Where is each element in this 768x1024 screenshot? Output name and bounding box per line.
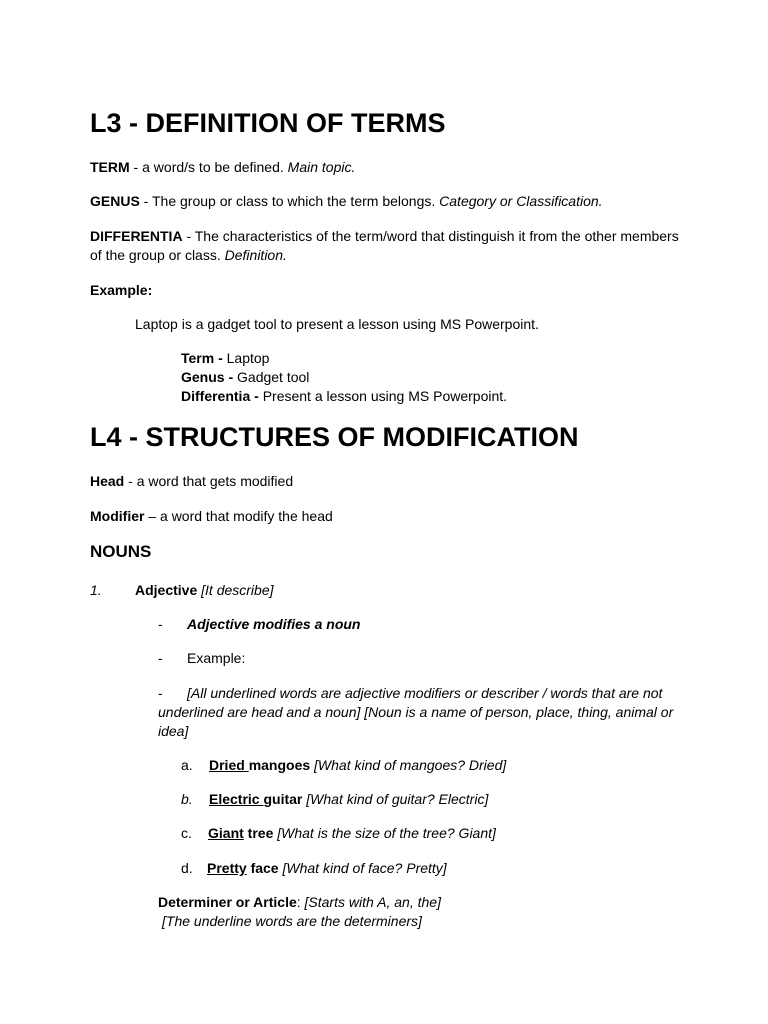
example-d [207,859,447,878]
differentia-line2: of the group or class. [90,247,225,263]
heading-l3: L3 - DEFINITION OF TERMS [90,108,446,138]
breakdown-genus-value: Gadget tool [237,369,310,385]
bullet-dash-1: - [158,616,163,632]
bullet-example: Example: [187,650,246,666]
adjective-label: Adjective [135,582,198,598]
genus-definition [90,192,603,211]
breakdown-differentia-label: Differentia - [181,388,263,404]
example-a-letter: a. [181,757,193,773]
bullet-dash-2: - [158,650,163,666]
term-label: TERM [90,159,130,175]
modifier-text: – a word that modify the head [144,508,333,524]
determiner-line [158,893,441,912]
adjective-item [135,581,274,600]
breakdown-differentia [181,387,507,406]
determiner-note: [Starts with A, an, the] [304,894,441,910]
example-label: Example: [90,282,153,298]
example-a-note: [What kind of mangoes? Dried] [310,757,507,773]
genus-text: The group or class to which the term belongs. [152,193,440,209]
bullet-note-line2: underlined are head and a noun] [Noun is a name of person, place, thing, animal or [158,704,674,720]
head-sep: - [124,473,137,489]
example-b-letter: b. [181,791,193,807]
head-text: a word that gets modified [136,473,294,489]
breakdown-term [181,349,269,368]
heading-l4: L4 - STRUCTURES OF MODIFICATION [90,422,579,452]
differentia-line1: - The characteristics of the term/word that distinguish it from the other members [182,228,679,244]
example-c [208,824,496,843]
example-a-modifier: Dried [209,757,249,773]
example-a [209,756,506,775]
breakdown-genus-label: Genus - [181,369,238,385]
breakdown-differentia-value: Present a lesson using MS Powerpoint. [262,388,508,404]
example-b-note: [What kind of guitar? Electric] [302,791,489,807]
term-text: a word/s to be defined. [142,159,288,175]
term-definition [90,158,355,177]
example-c-head: tree [243,825,274,841]
determiner-line2: [The underline words are the determiners] [162,913,422,929]
genus-label: GENUS [90,193,140,209]
modifier-definition [90,507,333,526]
adjective-note: [It describe] [197,582,274,598]
bullet-adjective-modifies: Adjective modifies a noun [187,616,361,632]
genus-note: Category or Classification. [439,193,603,209]
example-b [209,790,488,809]
example-c-note: [What is the size of the tree? Giant] [273,825,496,841]
modifier-label: Modifier [90,508,145,524]
example-sentence: Laptop is a gadget tool to present a lesson using MS Powerpoint. [135,316,539,332]
nouns-heading: NOUNS [90,542,152,561]
example-d-head: face [246,860,279,876]
differentia-definition [90,227,679,246]
differentia-label: DIFFERENTIA [90,228,183,244]
example-c-letter: c. [181,825,192,841]
bullet-note-line1: [All underlined words are adjective modifiers or describer / words that are not [187,685,663,701]
example-b-head: guitar [263,791,303,807]
example-a-head: mangoes [248,757,311,773]
example-d-note: [What kind of face? Pretty] [278,860,447,876]
example-d-modifier: Pretty [207,860,247,876]
head-definition [90,472,293,491]
breakdown-term-label: Term - [181,350,227,366]
differentia-definition-cont [90,246,287,265]
head-label: Head [90,473,125,489]
differentia-note: Definition. [224,247,287,263]
breakdown-term-value: Laptop [226,350,270,366]
example-b-modifier: Electric [209,791,264,807]
example-d-letter: d. [181,860,193,876]
term-sep: - [129,159,143,175]
item-number: 1. [90,582,102,598]
determiner-colon: : [296,894,305,910]
example-c-modifier: Giant [208,825,244,841]
bullet-note-line3: idea] [158,723,189,739]
bullet-dash-3: - [158,685,163,701]
genus-sep: - [139,193,152,209]
determiner-label: Determiner or Article [158,894,297,910]
breakdown-genus [181,368,309,387]
term-note: Main topic. [287,159,356,175]
